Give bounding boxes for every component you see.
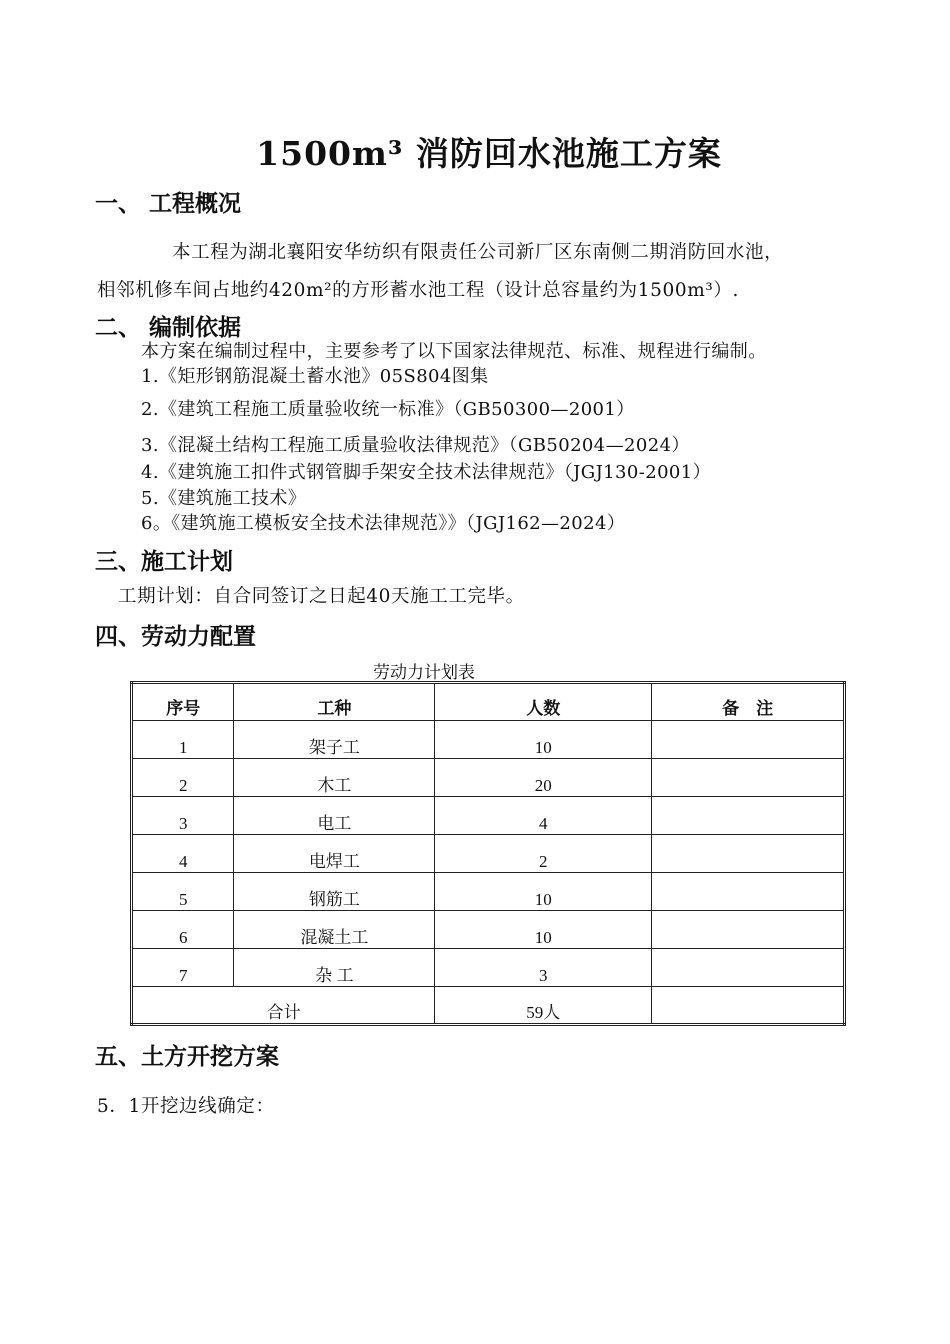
cell-count: 10 bbox=[435, 721, 652, 759]
cell-type: 木工 bbox=[234, 759, 435, 797]
labor-plan-table bbox=[130, 681, 846, 1026]
cell-type: 电工 bbox=[234, 797, 435, 835]
total-label: 合计 bbox=[132, 987, 435, 1025]
cell-no: 3 bbox=[132, 797, 234, 835]
cell-count: 20 bbox=[435, 759, 652, 797]
cell-count: 3 bbox=[435, 949, 652, 987]
section-heading-excavation: 五、土方开挖方案 bbox=[95, 1044, 279, 1070]
cell-note bbox=[652, 759, 845, 797]
excavation-subheading: 5．1开挖边线确定： bbox=[97, 1096, 275, 1117]
column-header-note: 备 注 bbox=[652, 683, 845, 721]
cell-type: 电焊工 bbox=[234, 835, 435, 873]
cell-note bbox=[652, 949, 845, 987]
basis-item-6: 6。《建筑施工模板安全技术法律规范》》（JGJ162—2024） bbox=[141, 513, 626, 534]
cell-note bbox=[652, 721, 845, 759]
basis-item-4: 4.《建筑施工扣件式钢管脚手架安全技术法律规范》（JGJ130-2001） bbox=[141, 462, 712, 483]
cell-no: 6 bbox=[132, 911, 234, 949]
cell-no: 4 bbox=[132, 835, 234, 873]
cell-count: 10 bbox=[435, 911, 652, 949]
cell-no: 5 bbox=[132, 873, 234, 911]
cell-count: 4 bbox=[435, 797, 652, 835]
cell-type: 架子工 bbox=[234, 721, 435, 759]
cell-note bbox=[652, 835, 845, 873]
document-title: 1500m³ 消防回水池施工方案 bbox=[256, 134, 722, 173]
table-row bbox=[132, 873, 845, 911]
table-row bbox=[132, 721, 845, 759]
total-note bbox=[652, 987, 845, 1025]
table-row bbox=[132, 835, 845, 873]
basis-item-3: 3.《混凝土结构工程施工质量验收法律规范》（GB50204—2024） bbox=[141, 435, 690, 456]
table-row bbox=[132, 949, 845, 987]
total-value: 59人 bbox=[435, 987, 652, 1025]
basis-item-5: 5.《建筑施工技术》 bbox=[141, 488, 307, 509]
cell-note bbox=[652, 797, 845, 835]
cell-no: 2 bbox=[132, 759, 234, 797]
overview-paragraph-line2: 相邻机修车间占地约420m²的方形蓄水池工程（设计总容量约为1500m³）. bbox=[97, 280, 739, 301]
table-row bbox=[132, 797, 845, 835]
cell-type: 杂 工 bbox=[234, 949, 435, 987]
basis-item-2: 2.《建筑工程施工质量验收统一标准》（GB50300—2001） bbox=[141, 399, 635, 420]
cell-note bbox=[652, 873, 845, 911]
section-heading-overview: 一、 工程概况 bbox=[95, 191, 242, 217]
cell-no: 1 bbox=[132, 721, 234, 759]
cell-count: 2 bbox=[435, 835, 652, 873]
section-heading-basis: 二、 编制依据 bbox=[95, 315, 242, 341]
table-header-row bbox=[132, 683, 845, 721]
cell-no: 7 bbox=[132, 949, 234, 987]
table-total-row bbox=[132, 987, 845, 1025]
table-caption: 劳动力计划表 bbox=[373, 663, 475, 683]
schedule-text: 工期计划：自合同签订之日起40天施工工完毕。 bbox=[118, 586, 525, 607]
overview-paragraph-line1: 本工程为湖北襄阳安华纺织有限责任公司新厂区东南侧二期消防回水池， bbox=[172, 242, 784, 263]
section-heading-schedule: 三、施工计划 bbox=[95, 549, 233, 575]
section-heading-labor: 四、劳动力配置 bbox=[95, 624, 256, 650]
basis-item-1: 1.《矩形钢筋混凝土蓄水池》05S804图集 bbox=[141, 366, 489, 387]
column-header-count: 人数 bbox=[435, 683, 652, 721]
cell-note bbox=[652, 911, 845, 949]
table-row bbox=[132, 911, 845, 949]
table-row bbox=[132, 759, 845, 797]
cell-type: 钢筋工 bbox=[234, 873, 435, 911]
cell-count: 10 bbox=[435, 873, 652, 911]
column-header-type: 工种 bbox=[234, 683, 435, 721]
column-header-no: 序号 bbox=[132, 683, 234, 721]
basis-intro: 本方案在编制过程中，主要参考了以下国家法律规范、标准、规程进行编制。 bbox=[141, 341, 767, 362]
cell-type: 混凝土工 bbox=[234, 911, 435, 949]
